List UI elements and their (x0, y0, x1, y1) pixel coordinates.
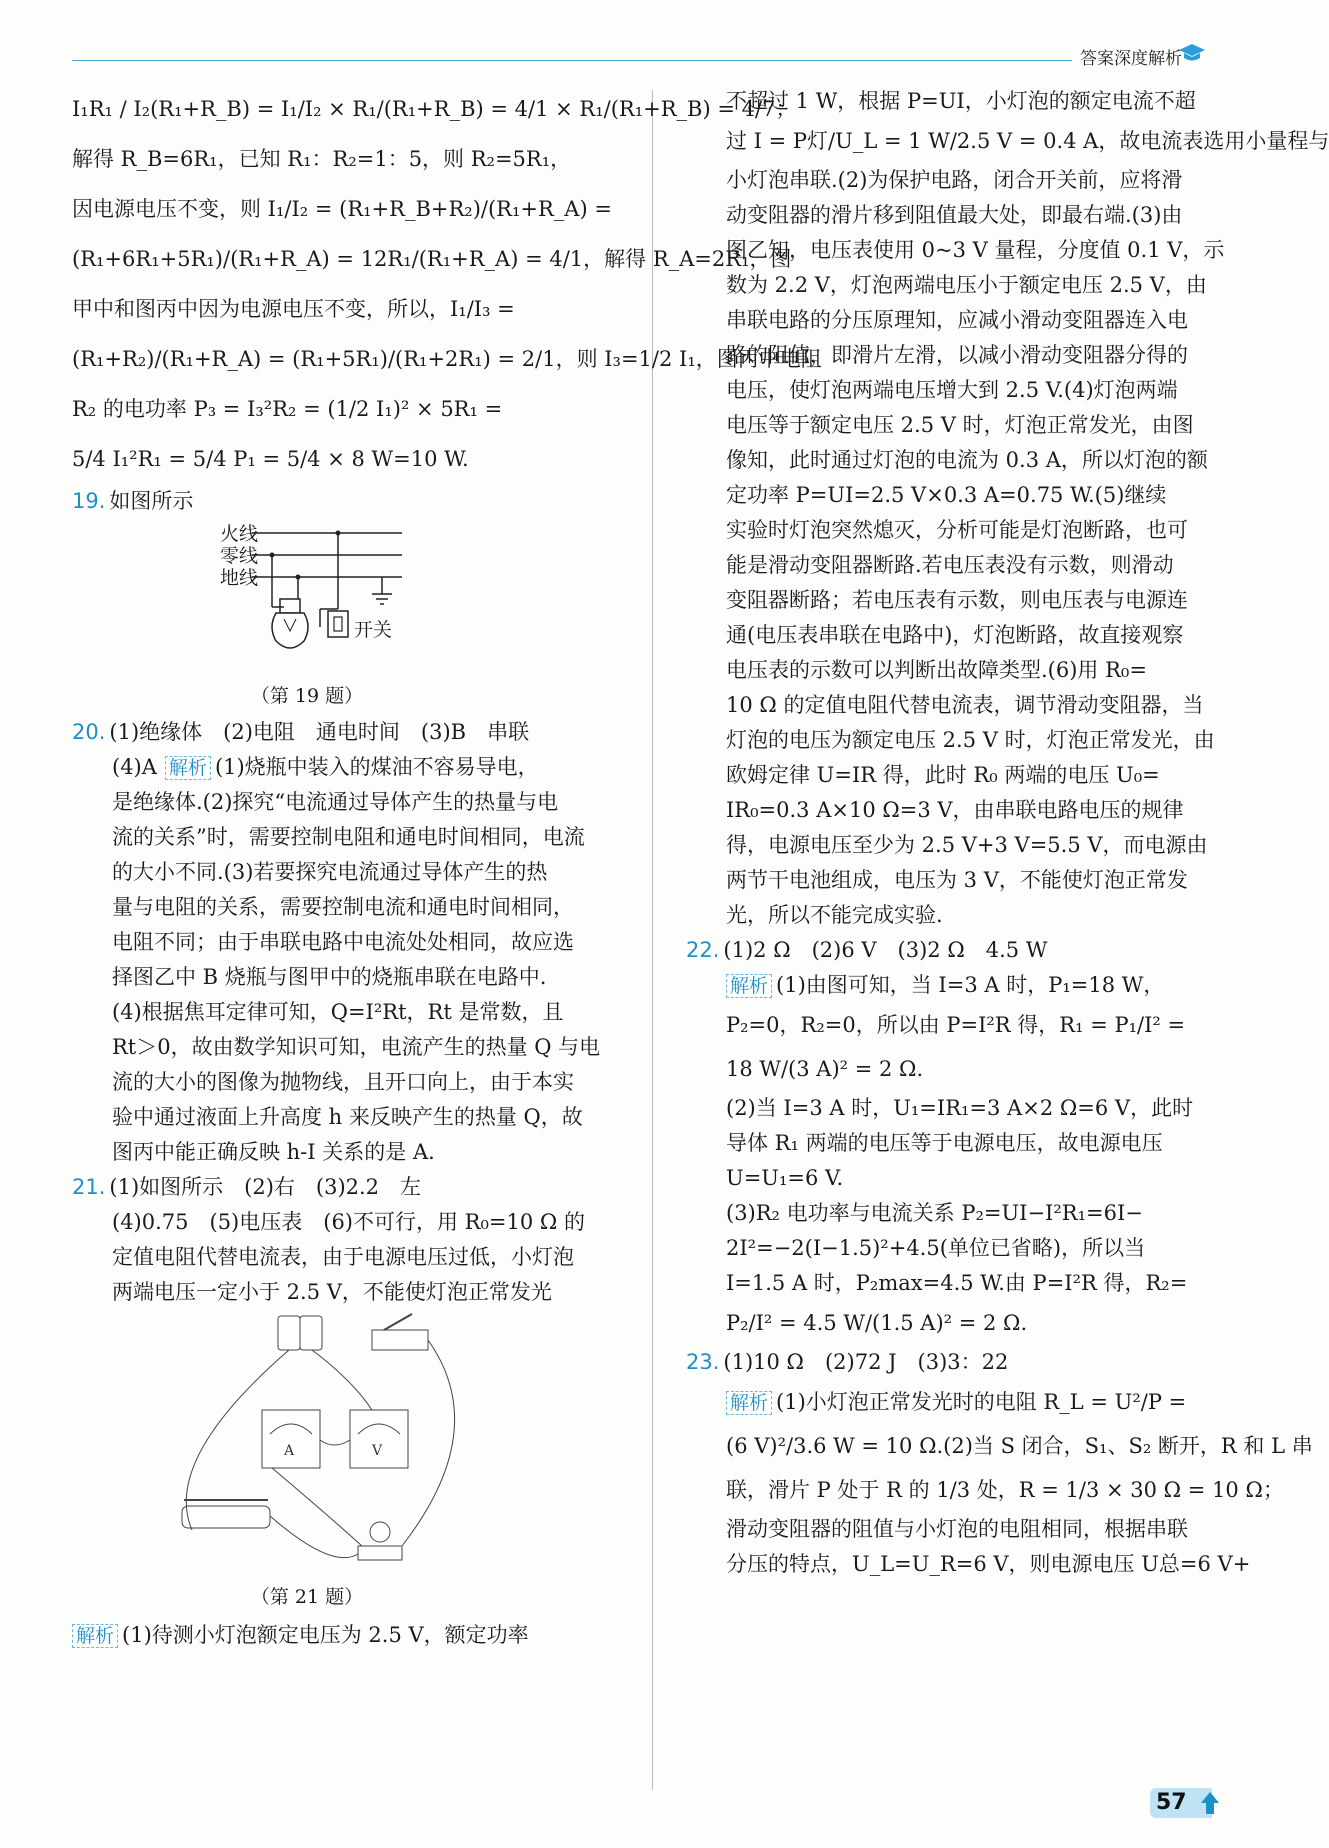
text-line (686, 84, 1196, 119)
text-line (72, 134, 627, 184)
analysis-tag: 解析 (165, 756, 211, 780)
text-line (72, 890, 627, 925)
text-line (686, 618, 1196, 653)
text-line (72, 234, 792, 284)
line-text: 如图所示 (109, 489, 194, 513)
line-text: 像知，此时通过灯泡的电流为 0.3 A，所以灯泡的额 (726, 448, 1208, 472)
line-text: 动变阻器的滑片移到阻值最大处，即最右端.(3)由 (726, 203, 1183, 227)
line-text: I₁R₁ / I₂(R₁+R_B) = I₁/I₂ × R₁/(R₁+R_B) = 4/1 × R₁/(R₁+R_B) = 4/7； (72, 97, 797, 121)
line-text: 因电源电压不变，则 I₁/I₂ = (R₁+R_B+R₂)/(R₁+R_A) = (72, 197, 612, 221)
analysis-tag: 解析 (726, 974, 772, 998)
text-line (686, 1047, 1196, 1091)
text-line (72, 1240, 627, 1275)
question-number: 21. (72, 1175, 106, 1199)
header-rule (72, 60, 1072, 61)
text-line (686, 968, 1196, 1003)
line-text: 甲中和图丙中因为电源电压不变，所以，I₁/I₃ = (72, 297, 515, 321)
line-text: 过 I = P灯/U_L = 1 W/2.5 V = 0.4 A，故电流表选用小量程与 (726, 129, 1329, 153)
line-text: (1)10 Ω (2)72 J (3)3：22 (723, 1350, 1009, 1374)
line-text: U=U₁=6 V. (726, 1166, 844, 1190)
text-line (686, 863, 1196, 898)
question-number: 20. (72, 720, 106, 744)
text-line (72, 434, 627, 484)
text-line (72, 995, 627, 1030)
text-line (686, 688, 1204, 723)
text-line (686, 1091, 1196, 1126)
text-line (72, 1065, 627, 1100)
fig19-label-live: 火线 (220, 523, 259, 545)
answer-prefix: (4)A (112, 755, 157, 779)
text-line (686, 758, 1196, 793)
text-line (72, 384, 627, 434)
line-text: Rt＞0，故由数学知识可知，电流产生的热量 Q 与电 (112, 1035, 601, 1059)
text-line (72, 1170, 627, 1205)
text-line (72, 785, 627, 820)
line-text: 通(电压表串联在电路中)，灯泡断路，故直接观察 (726, 623, 1184, 647)
text-line (72, 1205, 627, 1240)
text-line (686, 548, 1196, 583)
text-line (72, 1275, 627, 1310)
line-text: 串联电路的分压原理知，应减小滑动变阻器连入电 (726, 308, 1188, 332)
text-line (686, 1380, 1196, 1424)
text-line (72, 334, 822, 384)
fig21-voltmeter-label: V (372, 1443, 383, 1459)
line-text: 电压等于额定电压 2.5 V 时，灯泡正常发光，由图 (726, 413, 1194, 437)
line-text: 光，所以不能完成实验. (726, 903, 943, 927)
text-line (686, 1547, 1251, 1582)
fig21-caption: （第 21 题） (250, 1586, 364, 1608)
line-text: 灯泡的电压为额定电压 2.5 V 时，灯泡正常发光，由 (726, 728, 1215, 752)
text-line (72, 484, 627, 519)
text-line (686, 443, 1208, 478)
line-text: I=1.5 A 时，P₂max=4.5 W.由 P=I²R 得，R₂= (726, 1271, 1188, 1295)
figure-21 (72, 1310, 627, 1618)
text-line (72, 855, 627, 890)
line-text: 两节干电池组成，电压为 3 V，不能使灯泡正常发 (726, 868, 1188, 892)
line-text: (1)由图可知，当 I=3 A 时，P₁=18 W， (776, 973, 1165, 997)
line-text: 18 W/(3 A)² = 2 Ω. (726, 1057, 924, 1081)
line-text: 量与电阻的关系，需要控制电流和通电时间相同， (112, 895, 574, 919)
text-line (686, 408, 1196, 443)
line-text: (4)0.75 (5)电压表 (6)不可行，用 R₀=10 Ω 的 (112, 1210, 585, 1234)
line-text: 联，滑片 P 处于 R 的 1/3 处，R = 1/3 × 30 Ω = 10 Ω； (726, 1478, 1284, 1502)
line-text: 能是滑动变阻器断路.若电压表没有示数，则滑动 (726, 553, 1174, 577)
line-text: 是绝缘体.(2)探究“电流通过导体产生的热量与电 (112, 790, 559, 814)
text-line (686, 163, 1196, 198)
figure-21-circuit (72, 1310, 627, 1582)
text-line (686, 1512, 1196, 1547)
text-line (72, 925, 627, 960)
right-column (686, 84, 1329, 1582)
line-text: 流的关系”时，需要控制电阻和通电时间相同，电流 (112, 825, 585, 849)
line-text: (1)烧瓶中装入的煤油不容易导电， (214, 755, 539, 779)
line-text: 2I²=−2(I−1.5)²+4.5(单位已省略)，所以当 (726, 1236, 1146, 1260)
text-line (686, 198, 1196, 233)
text-line (686, 1231, 1196, 1266)
line-text: 滑动变阻器的阻值与小灯泡的电阻相同，根据串联 (726, 1517, 1188, 1541)
line-text: 不超过 1 W，根据 P=UI，小灯泡的额定电流不超 (726, 89, 1196, 113)
figure-19 (72, 519, 627, 715)
text-line (72, 1030, 627, 1065)
line-text: (3)R₂ 电功率与电流关系 P₂=UI−I²R₁=6I− (726, 1201, 1143, 1225)
text-line (686, 1126, 1196, 1161)
line-text: 10 Ω 的定值电阻代替电流表，调节滑动变阻器，当 (726, 693, 1204, 717)
line-text: (R₁+R₂)/(R₁+R_A) = (R₁+5R₁)/(R₁+2R₁) = 2/1，则 I₃=1/2 I₁，图丙中电阻 (72, 347, 822, 371)
line-text: 电压表的示数可以判断出故障类型.(6)用 R₀= (726, 658, 1147, 682)
fig19-label-ground: 地线 (220, 567, 259, 589)
fig19-switch-label: 开关 (354, 619, 393, 641)
line-text: (6 V)²/3.6 W = 10 Ω.(2)当 S 闭合，S₁、S₂ 断开，R 和 L 串 (726, 1434, 1313, 1458)
analysis-tag: 解析 (726, 1391, 772, 1415)
line-text: 的大小不同.(3)若要探究电流通过导体产生的热 (112, 860, 548, 884)
fig21-ammeter-label: A (284, 1443, 295, 1459)
line-text: (2)当 I=3 A 时，U₁=IR₁=3 A×2 Ω=6 V，此时 (726, 1096, 1194, 1120)
text-line (686, 793, 1196, 828)
text-line (686, 233, 1225, 268)
text-line (72, 1618, 627, 1653)
line-text: 验中通过液面上升高度 h 来反映产生的热量 Q，故 (112, 1105, 583, 1129)
graduation-cap-icon (1178, 42, 1206, 64)
page-number: 57 (1150, 1788, 1212, 1818)
question-number: 22. (686, 938, 720, 962)
analysis-tag: 解析 (72, 1624, 118, 1648)
text-line (686, 828, 1208, 863)
text-line (72, 1135, 627, 1170)
line-text: (1)绝缘体 (2)电阻 通电时间 (3)B 串联 (109, 720, 530, 744)
line-text: P₂/I² = 4.5 W/(1.5 A)² = 2 Ω. (726, 1311, 1028, 1335)
line-text: (1)如图所示 (2)右 (3)2.2 左 (109, 1175, 422, 1199)
line-text: 变阻器断路；若电压表有示数，则电压表与电源连 (726, 588, 1188, 612)
line-text: 解得 R_B=6R₁，已知 R₁：R₂=1：5，则 R₂=5R₁， (72, 147, 572, 171)
text-line (686, 898, 1196, 933)
text-line (72, 960, 627, 995)
text-line (72, 184, 627, 234)
text-line (72, 1100, 627, 1135)
line-text: 小灯泡串联.(2)为保护电路，闭合开关前，应将滑 (726, 168, 1183, 192)
line-text: 实验时灯泡突然熄灭，分析可能是灯泡断路，也可 (726, 518, 1188, 542)
line-text: (1)2 Ω (2)6 V (3)2 Ω 4.5 W (723, 938, 1048, 962)
text-line (686, 933, 1196, 968)
line-text: 数为 2.2 V，灯泡两端电压小于额定电压 2.5 V，由 (726, 273, 1207, 297)
text-line (686, 653, 1196, 688)
text-line (72, 715, 627, 750)
text-line (686, 478, 1196, 513)
line-text: 定功率 P=UI=2.5 V×0.3 A=0.75 W.(5)继续 (726, 483, 1167, 507)
text-line (686, 513, 1196, 548)
line-text: IR₀=0.3 A×10 Ω=3 V，由串联电路电压的规律 (726, 798, 1184, 822)
line-text: R₂ 的电功率 P₃ = I₃²R₂ = (1/2 I₁)² × 5R₁ = (72, 397, 503, 421)
line-text: 择图乙中 B 烧瓶与图甲中的烧瓶串联在电路中. (112, 965, 547, 989)
line-text: 电压，使灯泡两端电压增大到 2.5 V.(4)灯泡两端 (726, 378, 1178, 402)
text-line (686, 303, 1196, 338)
text-line (686, 583, 1196, 618)
text-line (686, 1345, 1196, 1380)
text-line (686, 1301, 1196, 1345)
line-text: 5/4 I₁²R₁ = 5/4 P₁ = 5/4 × 8 W=10 W. (72, 447, 469, 471)
line-text: 定值电阻代替电流表，由于电源电压过低，小灯泡 (112, 1245, 574, 1269)
fig19-label-neutral: 零线 (220, 545, 259, 567)
text-line (72, 750, 627, 785)
text-line (686, 338, 1196, 373)
text-line (686, 1468, 1284, 1512)
line-text: 电阻不同；由于串联电路中电流处处相同，故应选 (112, 930, 574, 954)
text-line (686, 1003, 1196, 1047)
line-text: P₂=0，R₂=0，所以由 P=I²R 得，R₁ = P₁/I² = (726, 1013, 1186, 1037)
text-line (686, 1161, 1196, 1196)
figure-19-circuit (72, 519, 627, 684)
line-text: 图丙中能正确反映 h-I 关系的是 A. (112, 1140, 435, 1164)
line-text: (4)根据焦耳定律可知，Q=I²Rt，Rt 是常数，且 (112, 1000, 564, 1024)
text-line (686, 1266, 1196, 1301)
question-number: 19. (72, 489, 106, 513)
text-line (686, 373, 1196, 408)
text-line (686, 119, 1329, 163)
fig19-caption: （第 19 题） (250, 685, 364, 707)
line-text: 导体 R₁ 两端的电压等于电源电压，故电源电压 (726, 1131, 1163, 1155)
line-text: 流的大小的图像为抛物线，且开口向上，由于本实 (112, 1070, 574, 1094)
question-number: 23. (686, 1350, 720, 1374)
column-divider (652, 90, 653, 1790)
line-text: (R₁+6R₁+5R₁)/(R₁+R_A) = 12R₁/(R₁+R_A) = 4/1，解得 R_A=2R₁，图 (72, 247, 792, 271)
line-text: (1)小灯泡正常发光时的电阻 R_L = U²/P = (776, 1390, 1187, 1414)
line-text: (1)待测小灯泡额定电压为 2.5 V，额定功率 (122, 1623, 529, 1647)
text-line (686, 1196, 1196, 1231)
line-text: 路的阻值，即滑片左滑，以减小滑动变阻器分得的 (726, 343, 1188, 367)
header-label: 答案深度解析 (1080, 49, 1182, 69)
line-text: 图乙知，电压表使用 0~3 V 量程，分度值 0.1 V，示 (726, 238, 1225, 262)
text-line (72, 84, 797, 134)
text-line (686, 723, 1215, 758)
text-line (72, 284, 627, 334)
text-line (686, 1424, 1313, 1468)
line-text: 分压的特点，U_L=U_R=6 V，则电源电压 U总=6 V+ (726, 1552, 1251, 1576)
line-text: 欧姆定律 U=IR 得，此时 R₀ 两端的电压 U₀= (726, 763, 1160, 787)
line-text: 两端电压一定小于 2.5 V，不能使灯泡正常发光 (112, 1280, 552, 1304)
text-line (72, 820, 627, 855)
text-line (686, 268, 1207, 303)
up-arrow-icon (1200, 1790, 1220, 1816)
line-text: 得，电源电压至少为 2.5 V+3 V=5.5 V，而电源由 (726, 833, 1208, 857)
